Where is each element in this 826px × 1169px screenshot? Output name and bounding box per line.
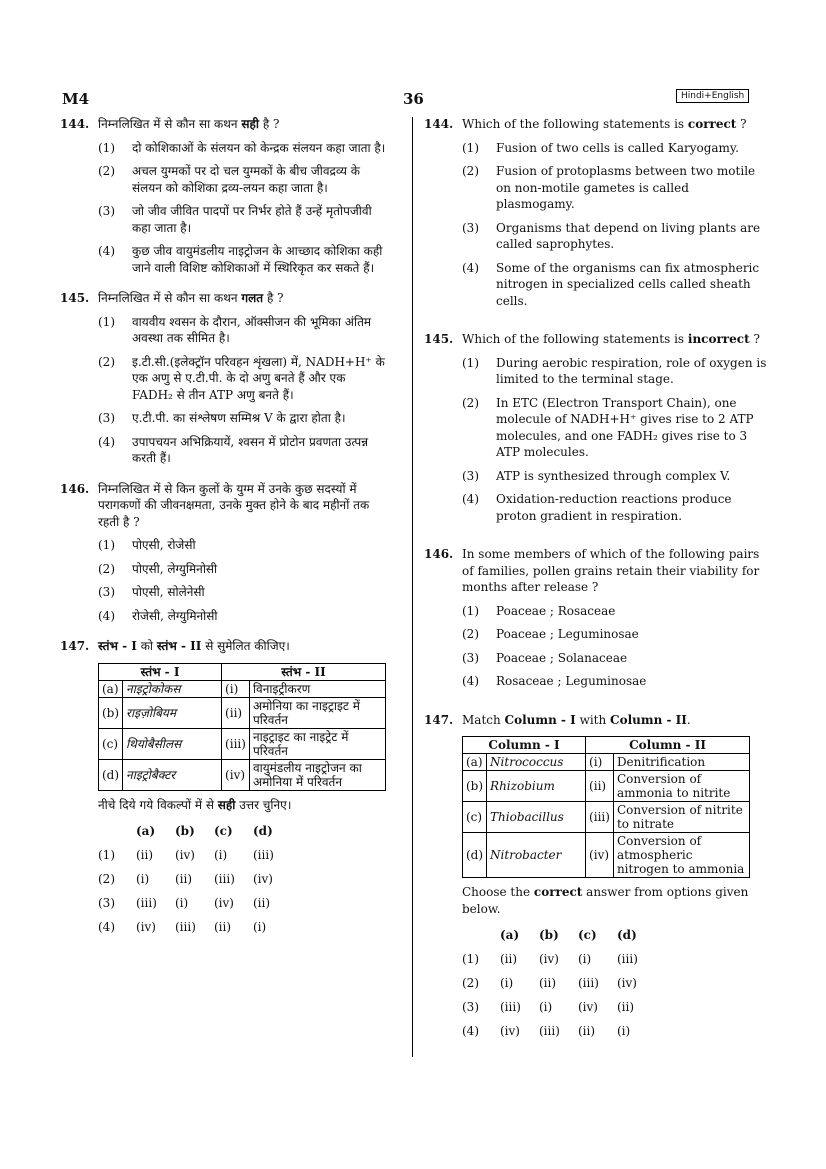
instruction: नीचे दिये गये विकल्पों में से सही उत्तर चुनिए। <box>98 797 292 812</box>
option: (4) कुछ जीव वायुमंडलीय नाइट्रोजन के आच्छाद कोशिका कही जाने वाली विशिष्ट कोशिकाओं में स्थिरिकृत कर सकते हैं। <box>98 244 383 275</box>
answer-row: (2) (i) (ii) (iii) (iv) <box>462 975 637 990</box>
instruction: Choose the correct answer from options given below. <box>462 885 749 916</box>
option: (2) इ.टी.सी.(इलेक्ट्रॉन परिवहन शृंखला) में, NADH+H⁺ के एक अणु से ए.टी.पी. के दो अणु बनते हैं और एक FADH₂ से तीन ATP अणु बनते हैं। <box>98 354 385 402</box>
question-number: 146. <box>60 481 90 496</box>
option: (2) Poaceae ; Leguminosae <box>462 627 639 641</box>
table-row: (b) राइज़ोबियम (ii) अमोनिया का नाइट्राइट में परिवर्तन <box>99 697 386 728</box>
option: (1) During aerobic respiration, role of oxygen is limited to the terminal stage. <box>462 355 767 386</box>
question-145-hindi <box>60 290 390 467</box>
option: (4) Some of the organisms can fix atmospheric nitrogen in specialized cells called sheath cells. <box>462 260 760 308</box>
question-stem: निम्नलिखित में से कौन सा कथन सही है ? <box>98 117 280 131</box>
question-number: 144. <box>60 117 90 131</box>
option: (4) Rosaceae ; Leguminosae <box>462 674 647 688</box>
question-stem: स्तंभ - I को स्तंभ - II से सुमेलित कीजिए। <box>98 639 290 653</box>
question-number: 147. <box>60 639 90 653</box>
question-number: 144. <box>424 117 454 131</box>
table-row: (d) Nitrobacter (iv) Conversion of atmospheric nitrogen to ammonia <box>463 833 750 878</box>
question-number: 145. <box>424 332 454 346</box>
page-number: 36 <box>403 90 424 108</box>
question-stem: निम्नलिखित में से कौन सा कथन गलत है ? <box>98 291 284 305</box>
question-stem: Match Column - I with Column - II. <box>462 712 691 727</box>
language-badge: Hindi+English <box>676 89 749 103</box>
answer-row: (4) (iv) (iii) (ii) (i) <box>98 919 267 934</box>
answer-row: (4) (iv) (iii) (ii) (i) <box>462 1023 631 1038</box>
table-row: (c) थियोबैसीलस (iii) नाइट्राइट का नाइट्रेट में परिवर्तन <box>99 728 386 759</box>
table-header: स्तंभ - II <box>222 663 386 680</box>
question-144-english <box>424 116 770 309</box>
column-divider <box>412 117 413 1057</box>
question-number: 146. <box>424 547 454 561</box>
question-147-hindi <box>60 638 390 939</box>
question-stem: Which of the following statements is incorrect ? <box>462 332 760 346</box>
question-number: 147. <box>424 712 454 727</box>
answer-row: (3) (iii) (i) (iv) (ii) <box>98 895 271 910</box>
question-number: 145. <box>60 291 90 305</box>
option: (4) रोजेसी, लेग्युमिनोसी <box>98 608 218 623</box>
option: (1) Poaceae ; Rosaceae <box>462 603 616 618</box>
answer-row: (1) (ii) (iv) (i) (iii) <box>462 951 638 966</box>
table-row: (a) Nitrococcus (i) Denitrification <box>463 754 750 771</box>
answer-header: (a) (b) (c) (d) <box>500 927 637 942</box>
option: (3) ए.टी.पी. का संश्लेषण सम्मिश्र V के द्वारा होता है। <box>98 411 346 425</box>
option: (3) Organisms that depend on living plants are called saprophytes. <box>462 220 761 251</box>
option: (3) Poaceae ; Solanaceae <box>462 650 628 665</box>
question-stem: Which of the following statements is correct ? <box>462 117 747 131</box>
question-144-hindi <box>60 116 390 276</box>
option: (4) उपापचयन अभिक्रियायें, श्वसन में प्रोटोन प्रवणता उत्पन्न करती हैं। <box>98 434 369 465</box>
match-table <box>462 736 750 878</box>
table-header: स्तंभ - I <box>99 663 222 680</box>
question-stem: In some members of which of the following pairs of families, pollen grains retain their viability for months after release ? <box>462 547 760 594</box>
table-header: Column - I <box>463 737 586 754</box>
option: (3) जो जीव जीवित पादपों पर निर्भर होते हैं उन्हें मृतोपजीवी कहा जाता है। <box>98 204 372 235</box>
question-147-english <box>424 712 770 1044</box>
option: (2) Fusion of protoplasms between two motile on non-motile gametes is called plasmogamy. <box>462 164 756 211</box>
paper-code: M4 <box>62 90 90 108</box>
english-column <box>424 116 770 1057</box>
option: (1) दो कोशिकाओं के संलयन को केन्द्रक संलयन कहा जाता है। <box>98 140 386 155</box>
table-row: (d) नाइट्रोबैक्टर (iv) वायुमंडलीय नाइट्रोजन का अमोनिया में परिवर्तन <box>99 759 386 790</box>
option: (2) In ETC (Electron Transport Chain), one molecule of NADH+H⁺ gives rise to 2 ATP molecules, and one FADH₂ gives rise to 3 ATP molecules. <box>462 395 754 459</box>
table-row: (c) Thiobacillus (iii) Conversion of nitrite to nitrate <box>463 802 750 833</box>
question-146-hindi <box>60 481 390 625</box>
option: (3) ATP is synthesized through complex V. <box>462 468 731 483</box>
option: (1) Fusion of two cells is called Karyogamy. <box>462 140 739 155</box>
question-146-english <box>424 546 770 690</box>
match-table <box>98 663 386 791</box>
answer-row: (1) (ii) (iv) (i) (iii) <box>98 847 274 862</box>
answer-options <box>98 819 390 939</box>
option: (4) Oxidation-reduction reactions produce proton gradient in respiration. <box>462 492 732 523</box>
table-row: (a) नाइट्रोकोकस (i) विनाइट्रीकरण <box>99 680 386 697</box>
answer-row: (3) (iii) (i) (iv) (ii) <box>462 999 635 1014</box>
option: (3) पोएसी, सोलेनेसी <box>98 585 205 599</box>
question-145-english <box>424 331 770 524</box>
option: (2) पोएसी, लेग्युमिनोसी <box>98 561 218 576</box>
hindi-column <box>60 116 390 953</box>
answer-options <box>462 923 770 1043</box>
answer-header: (a) (b) (c) (d) <box>136 823 273 838</box>
answer-row: (2) (i) (ii) (iii) (iv) <box>98 871 273 886</box>
option: (2) अचल युग्मकों पर दो चल युग्मकों के बीच जीवद्रव्य के संलयन को कोशिका द्रव्य-लयन कहा जाता है। <box>98 164 361 195</box>
table-row: (b) Rhizobium (ii) Conversion of ammonia to nitrite <box>463 771 750 802</box>
option: (1) पोएसी, रोजेसी <box>98 538 196 552</box>
question-stem: निम्नलिखित में से किन कुलों के युग्म में उनके कुछ सदस्यों में परागकणों की जीवनक्षमता, उनके मुक्त होने के बाद महीनों तक रहती है ? <box>98 481 370 529</box>
table-header: Column - II <box>586 737 750 754</box>
option: (1) वायवीय श्वसन के दौरान, ऑक्सीजन की भूमिका अंतिम अवस्था तक सीमित है। <box>98 314 372 345</box>
